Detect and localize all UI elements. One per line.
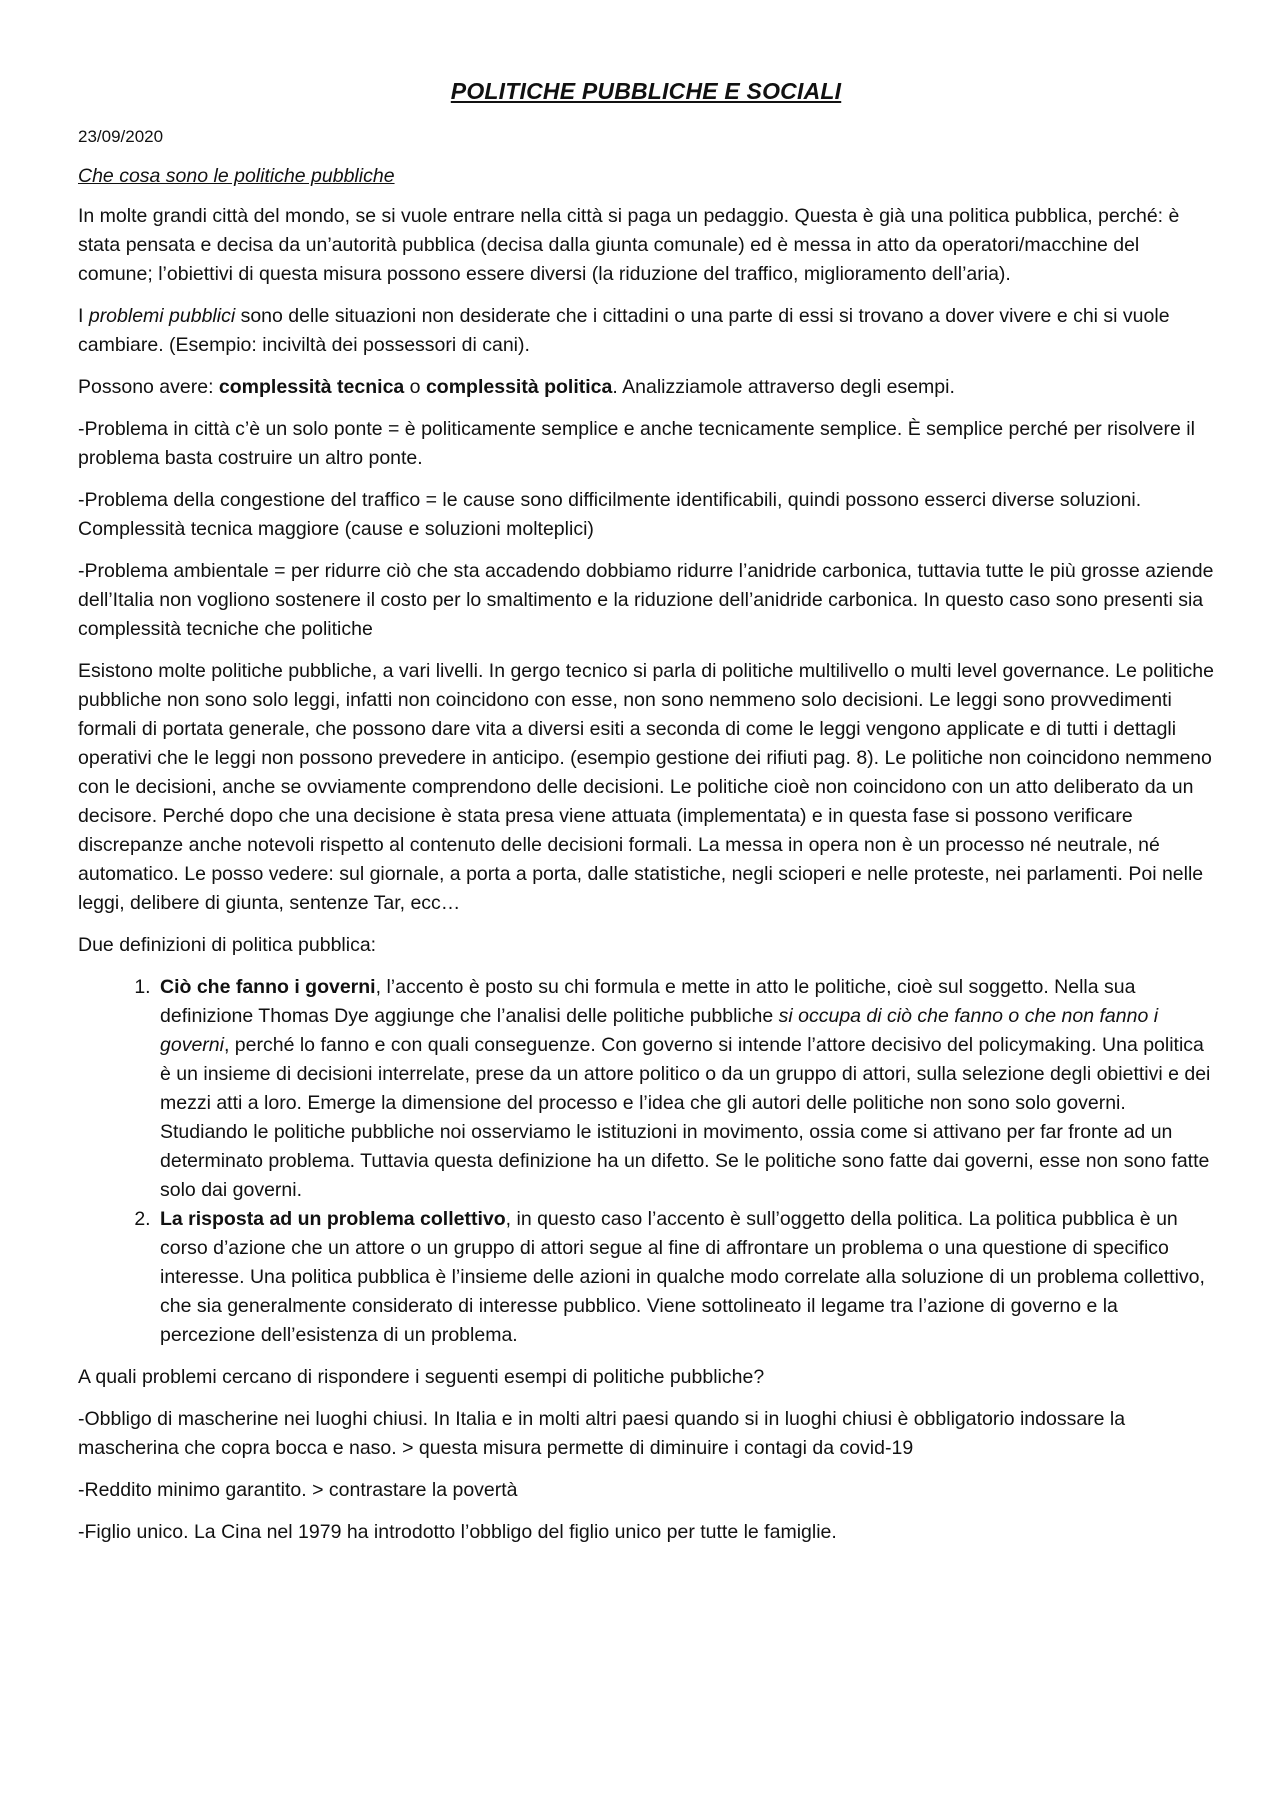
paragraph-reddito-minimo: -Reddito minimo garantito. > contrastare la povertà — [78, 1479, 518, 1501]
paragraph-problema-ambientale: -Problema ambientale = per ridurre ciò che sta accadendo dobbiamo ridurre l’anidride carbonica, tuttavia tutte le più grosse aziende dell’Italia non vogliono sostenere il costo per lo smaltimento e la riduzione dell’anidride carbonica. In questo caso sono presenti sia complessità tecniche che politiche — [78, 560, 1214, 640]
definitions-list — [78, 973, 1214, 1350]
paragraph-due-definizioni: Due definizioni di politica pubblica: — [78, 934, 377, 956]
text-run: , perché lo fanno e con quali conseguenze. Con governo si intende l’attore decisivo del policymaking. Una politica è un insieme di decisioni interrelate, prese da un attore politico o da un gruppo di attori, sulla selezione degli obiettivi e dei mezzi atti a loro. Emerge la dimensione del processo e l’idea che gli autori delle politiche non sono solo governi. Studiando le politiche pubbliche noi osserviamo le istituzioni in movimento, ossia come si attivano per far fronte ad un determinato problema. Tuttavia questa definizione ha un difetto. Se le politiche sono fatte dai governi, esse non sono fatte solo dai governi. — [160, 1034, 1211, 1201]
text-run: , l’accento è posto su chi formula e mette in atto le politiche, cioè sul soggetto. Nella sua definizione Thomas Dye aggiunge che l’analisi delle politiche pubbliche — [160, 976, 1136, 1027]
emphasis-text: si occupa di ciò che fanno o che non fanno i governi — [160, 1005, 1159, 1056]
paragraph-mascherine: -Obbligo di mascherine nei luoghi chiusi. In Italia e in molti altri paesi quando si in luoghi chiusi è obbligatorio indossare la mascherina che copra bocca e naso. > questa misura permette di diminuire i contagi da covid-19 — [78, 1408, 1126, 1459]
paragraph-domanda: A quali problemi cercano di rispondere i seguenti esempi di politiche pubbliche? — [78, 1366, 765, 1388]
document-date: 23/09/2020 — [78, 127, 164, 146]
text-run: o — [404, 376, 426, 398]
document-title: POLITICHE PUBBLICHE E SOCIALI — [450, 78, 842, 104]
list-item — [156, 1205, 1214, 1350]
bold-text: complessità politica — [425, 376, 613, 398]
bold-text: La risposta ad un problema collettivo — [160, 1208, 506, 1230]
paragraph-pedaggio: In molte grandi città del mondo, se si vuole entrare nella città si paga un pedaggio. Questa è già una politica pubblica, perché: è stata pensata e decisa da un’autorità pubblica (decisa dalla giunta comunale) ed è messa in atto da operatori/macchine del comune; l’obiettivi di questa misura possono essere diversi (la riduzione del traffico, miglioramento dell’aria). — [78, 205, 1180, 285]
paragraph-problema-traffico: -Problema della congestione del traffico = le cause sono difficilmente identificabili, quindi possono esserci diverse soluzioni. Complessità tecnica maggiore (cause e soluzioni molteplici) — [78, 489, 1142, 540]
paragraph-complessita — [78, 373, 1214, 402]
paragraph-problema-ponte: -Problema in città c’è un solo ponte = è politicamente semplice e anche tecnicamente semplice. È semplice perché per risolvere il problema basta costruire un altro ponte. — [78, 418, 1195, 469]
text-run: , in questo caso l’accento è sull’oggetto della politica. La politica pubblica è un corso d’azione che un attore o un gruppo di attori segue al fine di affrontare un problema o una questione di specifico interesse. Una politica pubblica è l’insieme delle azioni in qualche modo correlate alla soluzione di un problema collettivo, che sia generalmente considerato di interesse pubblico. Viene sottolineato il legame tra l’azione di governo e la percezione dell’esistenza di un problema. — [160, 1208, 1205, 1346]
text-run: . Analizziamole attraverso degli esempi. — [612, 376, 955, 398]
paragraph-figlio-unico: -Figlio unico. La Cina nel 1979 ha introdotto l’obbligo del figlio unico per tutte le famiglie. — [78, 1521, 837, 1543]
document-page — [78, 78, 1214, 1560]
text-run: sono delle situazioni non desiderate che i cittadini o una parte di essi si trovano a dover vivere e chi si vuole cambiare. (Esempio: inciviltà dei possessori di cani). — [78, 305, 1170, 356]
paragraph-problemi-pubblici — [78, 302, 1214, 360]
text-run: I — [78, 305, 89, 327]
bold-text: complessità tecnica — [218, 376, 405, 398]
bold-text: Ciò che fanno i governi — [160, 976, 376, 998]
section-title: Che cosa sono le politiche pubbliche — [78, 165, 395, 187]
paragraph-politiche-multilivello: Esistono molte politiche pubbliche, a vari livelli. In gergo tecnico si parla di politiche multilivello o multi level governance. Le politiche pubbliche non sono solo leggi, infatti non coincidono con esse, non sono nemmeno solo decisioni. Le leggi sono provvedimenti formali di portata generale, che possono dare vita a diversi esiti a seconda di come le leggi vengono applicate e di tutti i dettagli operativi che le leggi non possono prevedere in anticipo. (esempio gestione dei rifiuti pag. 8). Le politiche non coincidono nemmeno con le decisioni, anche se ovviamente comprendono delle decisioni. Le politiche cioè non coincidono con un atto deliberato da un decisore. Perché dopo che una decisione è stata presa viene attuata (implementata) e in questa fase si possono verificare discrepanze anche notevoli rispetto al contenuto delle decisioni formali. La messa in opera non è un processo né neutrale, né automatico. Le posso vedere: sul giornale, a porta a porta, dalle statistiche, negli scioperi e nelle proteste, nei parlamenti. Poi nelle leggi, delibere di giunta, sentenze Tar, ecc… — [78, 660, 1214, 914]
emphasis-text: problemi pubblici — [88, 305, 236, 327]
text-run: Possono avere: — [78, 376, 219, 398]
list-item — [156, 973, 1214, 1205]
